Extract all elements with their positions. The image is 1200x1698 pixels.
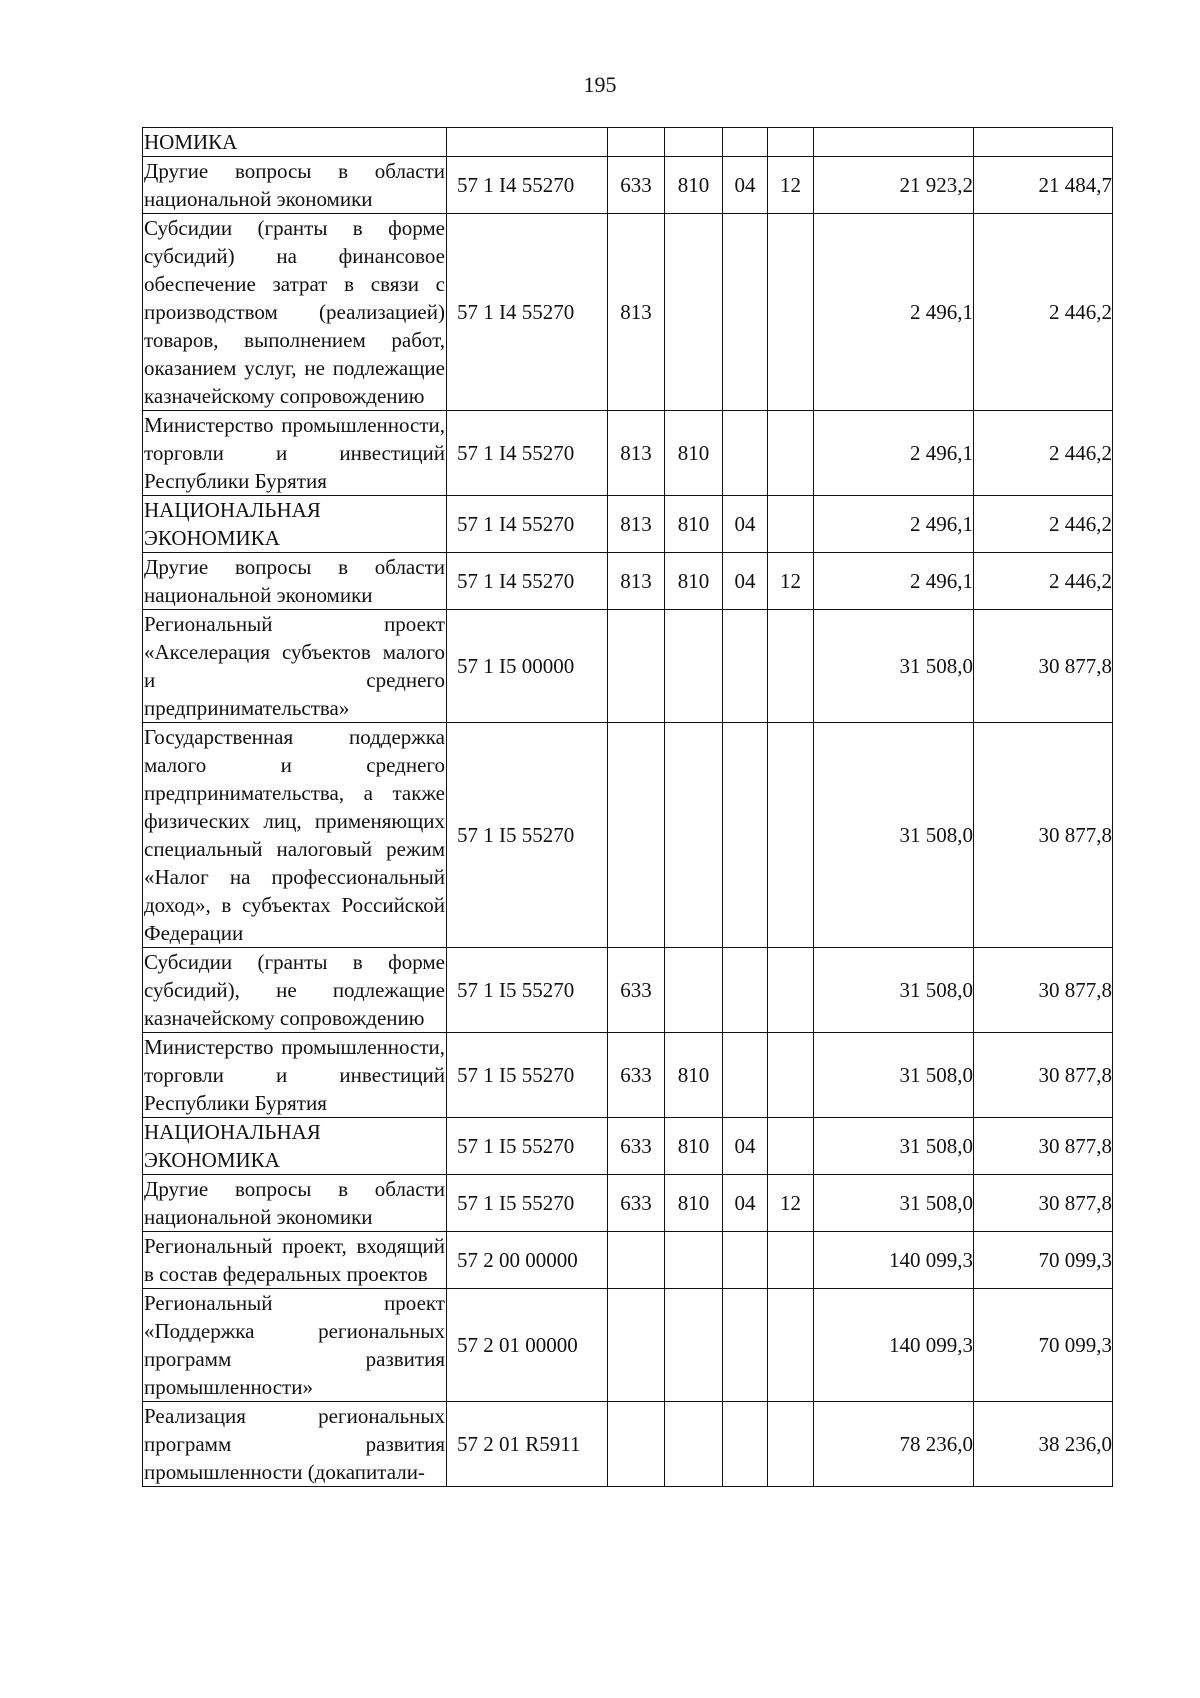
row-amount-2-cell: 21 484,7 [974,157,1113,214]
row-subsection-cell [768,411,814,496]
row-name-cell: Министерство промышленности, торговли и инвестиций Республики Бурятия [143,411,447,496]
row-target-code-cell: 57 1 I5 55270 [447,1033,608,1118]
row-amount-2-cell: 30 877,8 [974,948,1113,1033]
row-code-cell-1 [608,128,665,157]
row-name-cell: Субсидии (гранты в форме субсидий), не подлежащие казначейскому сопровождению [143,948,447,1033]
row-code-cell-2: 810 [665,157,723,214]
row-section-cell [723,128,768,157]
table-row [143,157,1113,214]
row-target-code-cell: 57 1 I4 55270 [447,496,608,553]
table-row [143,1175,1113,1232]
row-amount-1-cell: 140 099,3 [814,1289,974,1402]
row-section-cell: 04 [723,553,768,610]
row-code-cell-2 [665,128,723,157]
row-code-cell-1 [608,1289,665,1402]
row-target-code-cell: 57 1 I4 55270 [447,214,608,411]
row-amount-2-cell: 70 099,3 [974,1232,1113,1289]
row-name-cell: Другие вопросы в области национальной экономики [143,157,447,214]
row-subsection-cell [768,1402,814,1487]
row-section-cell: 04 [723,1175,768,1232]
row-target-code-cell: 57 1 I4 55270 [447,157,608,214]
row-subsection-cell: 12 [768,157,814,214]
row-target-code-cell: 57 1 I5 55270 [447,948,608,1033]
row-amount-1-cell: 31 508,0 [814,610,974,723]
row-amount-1-cell: 31 508,0 [814,1118,974,1175]
row-target-code-cell: 57 1 I4 55270 [447,553,608,610]
row-code-cell-2 [665,610,723,723]
row-subsection-cell: 12 [768,553,814,610]
row-amount-1-cell: 2 496,1 [814,411,974,496]
table-row [143,723,1113,948]
row-code-cell-2: 810 [665,553,723,610]
row-code-cell-1: 633 [608,157,665,214]
row-subsection-cell [768,214,814,411]
row-amount-2-cell: 30 877,8 [974,1175,1113,1232]
row-subsection-cell: 12 [768,1175,814,1232]
row-amount-1-cell [814,128,974,157]
row-subsection-cell [768,948,814,1033]
table-row [143,214,1113,411]
row-amount-2-cell: 30 877,8 [974,1033,1113,1118]
row-code-cell-1: 633 [608,1033,665,1118]
row-name-cell: Государственная поддержка малого и среднего предпринимательства, а также физических лиц, применяющих специальный налоговый режим «Налог на профессиональный доход», в субъектах Российской Федерации [143,723,447,948]
row-section-cell [723,1402,768,1487]
row-code-cell-1: 633 [608,948,665,1033]
row-code-cell-2 [665,214,723,411]
row-amount-1-cell: 140 099,3 [814,1232,974,1289]
table-body [143,128,1113,1487]
row-code-cell-2 [665,948,723,1033]
row-name-cell: Региональный проект, входящий в состав федеральных проектов [143,1232,447,1289]
row-section-cell [723,723,768,948]
row-subsection-cell [768,1232,814,1289]
row-code-cell-2: 810 [665,496,723,553]
row-amount-2-cell: 2 446,2 [974,496,1113,553]
row-subsection-cell [768,128,814,157]
row-name-cell: Другие вопросы в области национальной экономики [143,553,447,610]
row-section-cell [723,214,768,411]
row-amount-1-cell: 31 508,0 [814,723,974,948]
row-amount-1-cell: 2 496,1 [814,214,974,411]
row-section-cell [723,1232,768,1289]
row-section-cell [723,1289,768,1402]
row-target-code-cell: 57 2 01 R5911 [447,1402,608,1487]
row-subsection-cell [768,610,814,723]
row-code-cell-2 [665,1402,723,1487]
row-amount-1-cell: 2 496,1 [814,496,974,553]
row-target-code-cell [447,128,608,157]
row-amount-1-cell: 2 496,1 [814,553,974,610]
table-row [143,948,1113,1033]
row-code-cell-2: 810 [665,1118,723,1175]
row-amount-1-cell: 31 508,0 [814,1033,974,1118]
row-subsection-cell [768,723,814,948]
row-name-cell: Министерство промышленности, торговли и инвестиций Республики Бурятия [143,1033,447,1118]
table-row [143,1289,1113,1402]
row-name-cell: Реализация региональных программ развития промышленности (докапитали- [143,1402,447,1487]
table-row [143,1118,1113,1175]
row-section-cell: 04 [723,496,768,553]
row-section-cell [723,610,768,723]
row-subsection-cell [768,1289,814,1402]
table-row [143,128,1113,157]
row-code-cell-2 [665,723,723,948]
table-row [143,1033,1113,1118]
row-section-cell [723,411,768,496]
row-name-cell: НАЦИОНАЛЬНАЯ ЭКОНОМИКА [143,496,447,553]
row-amount-1-cell: 78 236,0 [814,1402,974,1487]
row-code-cell-2: 810 [665,411,723,496]
row-amount-2-cell: 70 099,3 [974,1289,1113,1402]
table-row [143,1402,1113,1487]
table-row [143,1232,1113,1289]
row-name-cell: Другие вопросы в области национальной экономики [143,1175,447,1232]
row-name-cell: Региональный проект «Акселерация субъектов малого и среднего предпринимательства» [143,610,447,723]
row-subsection-cell [768,1118,814,1175]
row-code-cell-1 [608,1232,665,1289]
row-code-cell-1: 813 [608,214,665,411]
row-name-cell: Региональный проект «Поддержка региональных программ развития промышленности» [143,1289,447,1402]
row-target-code-cell: 57 2 00 00000 [447,1232,608,1289]
row-target-code-cell: 57 1 I5 00000 [447,610,608,723]
row-name-cell: НОМИКА [143,128,447,157]
row-amount-2-cell: 2 446,2 [974,553,1113,610]
row-subsection-cell [768,1033,814,1118]
row-code-cell-1 [608,723,665,948]
row-code-cell-1: 633 [608,1175,665,1232]
row-section-cell: 04 [723,1118,768,1175]
row-amount-2-cell: 30 877,8 [974,723,1113,948]
row-section-cell [723,948,768,1033]
page-number: 195 [583,72,617,97]
row-code-cell-1 [608,1402,665,1487]
row-code-cell-1: 813 [608,496,665,553]
row-code-cell-1: 633 [608,1118,665,1175]
row-target-code-cell: 57 1 I5 55270 [447,1118,608,1175]
row-code-cell-1: 813 [608,553,665,610]
table-row [143,411,1113,496]
row-amount-2-cell: 38 236,0 [974,1402,1113,1487]
table-row [143,610,1113,723]
row-amount-2-cell: 30 877,8 [974,1118,1113,1175]
row-amount-2-cell: 30 877,8 [974,610,1113,723]
row-section-cell [723,1033,768,1118]
row-section-cell: 04 [723,157,768,214]
row-target-code-cell: 57 1 I5 55270 [447,723,608,948]
row-amount-1-cell: 31 508,0 [814,948,974,1033]
row-amount-1-cell: 21 923,2 [814,157,974,214]
table-row [143,496,1113,553]
row-code-cell-1 [608,610,665,723]
row-amount-2-cell: 2 446,2 [974,411,1113,496]
row-code-cell-2 [665,1289,723,1402]
row-name-cell: Субсидии (гранты в форме субсидий) на финансовое обеспечение затрат в связи с производством (реализацией) товаров, выполнением работ, оказанием услуг, не подлежащие казначейскому сопровождению [143,214,447,411]
row-code-cell-2 [665,1232,723,1289]
row-code-cell-2: 810 [665,1175,723,1232]
budget-table [142,127,1113,1487]
row-subsection-cell [768,496,814,553]
row-target-code-cell: 57 2 01 00000 [447,1289,608,1402]
row-name-cell: НАЦИОНАЛЬНАЯ ЭКОНОМИКА [143,1118,447,1175]
row-code-cell-2: 810 [665,1033,723,1118]
row-target-code-cell: 57 1 I4 55270 [447,411,608,496]
row-target-code-cell: 57 1 I5 55270 [447,1175,608,1232]
table-row [143,553,1113,610]
row-amount-2-cell: 2 446,2 [974,214,1113,411]
row-amount-2-cell [974,128,1113,157]
row-code-cell-1: 813 [608,411,665,496]
row-amount-1-cell: 31 508,0 [814,1175,974,1232]
